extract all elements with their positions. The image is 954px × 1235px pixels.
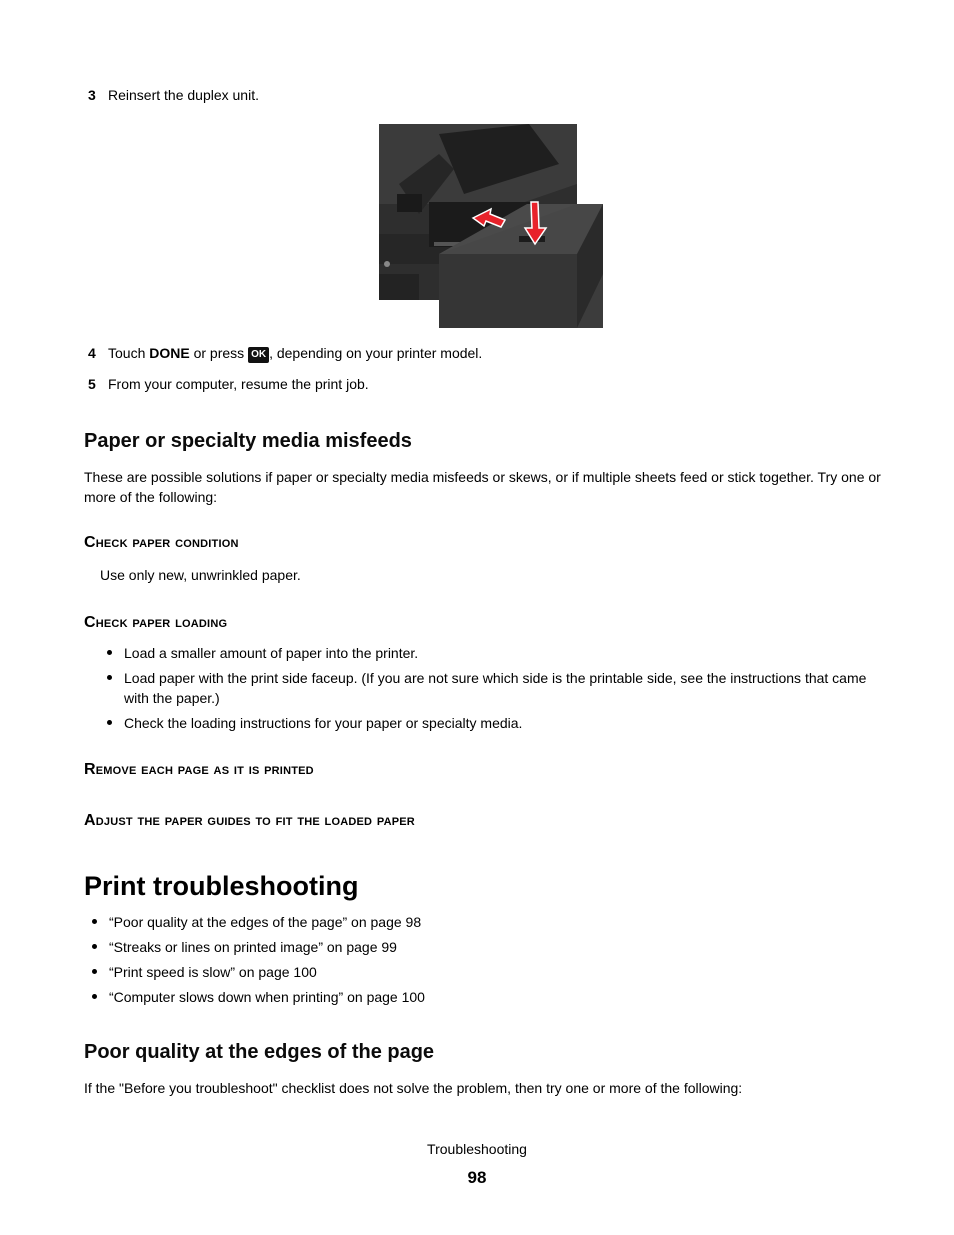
step-3 <box>88 87 259 103</box>
topic-link[interactable]: “Poor quality at the edges of the page” on page 98 <box>91 912 861 932</box>
topic-link[interactable]: “Print speed is slow” on page 100 <box>91 962 861 982</box>
check-condition-heading: Check paper condition <box>84 534 239 551</box>
adjust-guides-heading: Adjust the paper guides to fit the loaded paper <box>84 812 415 829</box>
step-5 <box>88 376 369 392</box>
page-number: 98 <box>467 1168 487 1187</box>
step-number: 3 <box>88 87 96 103</box>
duplex-unit-illustration <box>379 124 605 328</box>
print-troubleshooting-links <box>91 912 861 1012</box>
list-item: Load paper with the print side faceup. (If you are not sure which side is the printable side, see the instructions that came with the paper.) <box>106 668 876 708</box>
topic-link[interactable]: “Streaks or lines on printed image” on page 99 <box>91 937 861 957</box>
remove-each-heading: Remove each page as it is printed <box>84 761 314 778</box>
printer-duplex-drawing <box>379 124 605 328</box>
footer-section: Troubleshooting <box>427 1141 527 1157</box>
misfeeds-heading: Paper or specialty media misfeeds <box>84 430 412 452</box>
topic-link[interactable]: “Computer slows down when printing” on page 100 <box>91 987 861 1007</box>
misfeeds-intro: These are possible solutions if paper or specialty media misfeeds or skews, or if multiple sheets feed or stick together. Try one or more of the following: <box>84 469 881 505</box>
step-number: 4 <box>88 345 96 361</box>
step-text: From your computer, resume the print job. <box>108 376 369 392</box>
check-loading-heading: Check paper loading <box>84 614 228 631</box>
poor-quality-heading: Poor quality at the edges of the page <box>84 1041 435 1063</box>
ok-button-icon: OK <box>248 347 269 363</box>
list-item: Load a smaller amount of paper into the printer. <box>106 643 876 663</box>
poor-quality-intro: If the "Before you troubleshoot" checklist does not solve the problem, then try one or more of the following: <box>84 1080 743 1096</box>
step-number: 5 <box>88 376 96 392</box>
list-item: Check the loading instructions for your paper or specialty media. <box>106 713 876 733</box>
done-label: DONE <box>149 345 190 361</box>
check-loading-list <box>106 643 876 738</box>
print-troubleshooting-heading: Print troubleshooting <box>84 871 359 901</box>
step-text: Reinsert the duplex unit. <box>108 87 259 103</box>
step-4: 4 Touch DONE or press OK , depending on your printer model. <box>88 345 483 361</box>
check-condition-text: Use only new, unwrinkled paper. <box>100 567 301 583</box>
